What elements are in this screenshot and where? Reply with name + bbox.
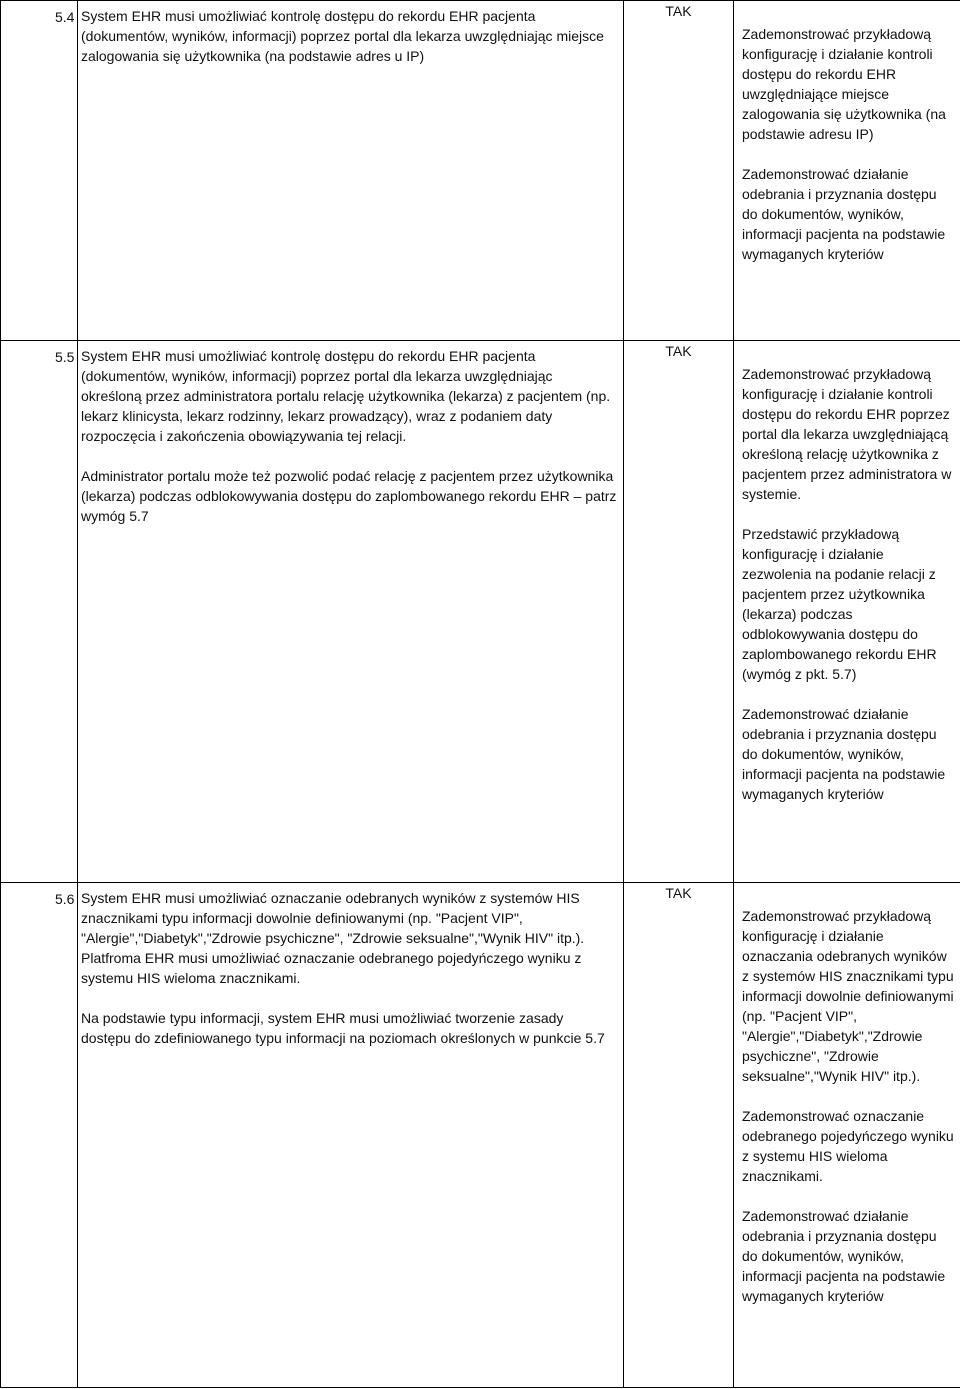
description-paragraph: System EHR musi umożliwiać kontrolę dostępu do rekordu EHR pacjenta (dokumentów, wyników, informacji) poprzez portal dla lekarza uwzględniając określoną przez administratora portalu relację użytkownika (lekarza) z pacjentem (np. lekarz klinicysta, lekarz rodzinny, lekarz prowadzący), wraz z podaniem daty rozpoczęcia i zakończenia obowiązywania tej relacji. bbox=[81, 348, 611, 444]
requirement-row bbox=[1, 1, 960, 341]
requirement-number: 5.4 bbox=[55, 9, 75, 25]
requirement-number: 5.6 bbox=[55, 891, 75, 907]
requirement-row bbox=[1, 341, 960, 883]
requirement-row bbox=[1, 883, 960, 1388]
demonstration-paragraph: Zademonstrować przykładową konfigurację i działanie kontroli dostępu do rekordu EHR poprzez portal dla lekarza uwzględniającą określoną relację użytkownika z pacjentem przez administratora w systemie. bbox=[742, 366, 952, 502]
demonstration-paragraph: Zademonstrować oznaczanie odebranego pojedyńczego wyniku z systemu HIS wieloma znacznikami. bbox=[742, 1108, 954, 1184]
description-paragraph: System EHR musi umożliwiać oznaczanie odebranych wyników z systemów HIS znacznikami typu informacji dowolnie definiowanymi (np. "Pacjent VIP", "Alergie","Diabetyk","Zdrowie psychiczne", "Zdrowie seksualne","Wynik HIV" itp.). Platfroma EHR musi umożliwiać oznaczanie odebranego pojedyńczego wyniku z systemu HIS wieloma znacznikami. bbox=[81, 890, 585, 986]
requirement-number: 5.5 bbox=[55, 349, 75, 365]
status-cell bbox=[624, 341, 734, 883]
status-cell bbox=[624, 883, 734, 1388]
demonstration-paragraph: Przedstawić przykładową konfigurację i działanie zezwolenia na podanie relacji z pacjentem przez użytkownika (lekarza) podczas odblokowywania dostępu do zaplombowanego rekordu EHR (wymóg z pkt. 5.7) bbox=[742, 526, 937, 682]
demonstration-paragraph: Zademonstrować działanie odebrania i przyznania dostępu do dokumentów, wyników, informacji pacjenta na podstawie wymaganych kryteriów bbox=[742, 1208, 946, 1304]
demonstration-cell bbox=[734, 341, 960, 883]
demonstration-paragraph: Zademonstrować przykładową konfigurację i działanie kontroli dostępu do rekordu EHR uwzględniające miejsce zalogowania się użytkownika (na podstawie adresu IP) bbox=[742, 26, 946, 142]
demonstration-paragraph: Zademonstrować działanie odebrania i przyznania dostępu do dokumentów, wyników, informacji pacjenta na podstawie wymaganych kryteriów bbox=[742, 706, 946, 802]
description-cell bbox=[78, 341, 624, 883]
status-value: TAK bbox=[665, 3, 692, 19]
number-cell bbox=[1, 883, 78, 1388]
status-value: TAK bbox=[665, 885, 692, 901]
description-cell bbox=[78, 1, 624, 341]
status-value: TAK bbox=[665, 343, 692, 359]
description-paragraph: Na podstawie typu informacji, system EHR musi umożliwiać tworzenie zasady dostępu do zdefiniowanego typu informacji na poziomach określonych w punkcie 5.7 bbox=[81, 1010, 605, 1046]
demonstration-cell bbox=[734, 883, 960, 1388]
description-paragraph: Administrator portalu może też pozwolić podać relację z pacjentem przez użytkownika (lekarza) podczas odblokowywania dostępu do zaplombowanego rekordu EHR – patrz wymóg 5.7 bbox=[81, 468, 617, 524]
number-cell bbox=[1, 341, 78, 883]
status-cell bbox=[624, 1, 734, 341]
demonstration-cell bbox=[734, 1, 960, 341]
description-paragraph: System EHR musi umożliwiać kontrolę dostępu do rekordu EHR pacjenta (dokumentów, wyników, informacji) poprzez portal dla lekarza uwzględniając miejsce zalogowania się użytkownika (na podstawie adres u IP) bbox=[81, 8, 604, 64]
demonstration-paragraph: Zademonstrować przykładową konfigurację i działanie oznaczania odebranych wyników z systemów HIS znacznikami typu informacji dowolnie definiowanymi (np. "Pacjent VIP", "Alergie","Diabetyk","Zdrowie psychiczne", "Zdrowie seksualne","Wynik HIV" itp.). bbox=[742, 908, 954, 1084]
number-cell bbox=[1, 1, 78, 341]
demonstration-paragraph: Zademonstrować działanie odebrania i przyznania dostępu do dokumentów, wyników, informacji pacjenta na podstawie wymaganych kryteriów bbox=[742, 166, 946, 262]
description-cell bbox=[78, 883, 624, 1388]
